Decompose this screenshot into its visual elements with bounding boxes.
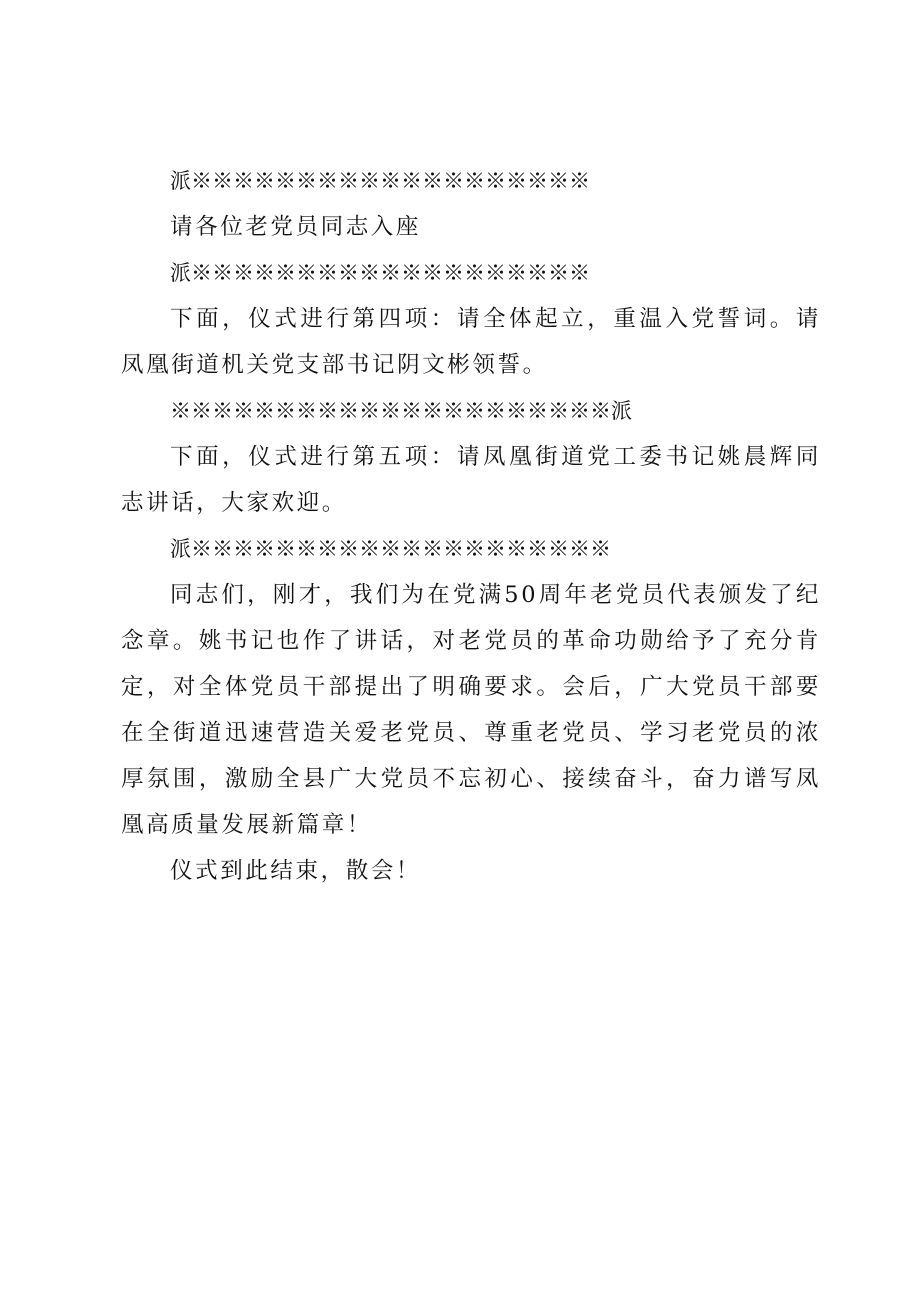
paragraph: 同志们，刚才，我们为在党满50周年老党员代表颁发了纪念章。姚书记也作了讲话，对老党员的革命功勋给予了充分肯定，对全体党员干部提出了明确要求。会后，广大党员干部要在全街道迅速营造关爱老党员、尊重老党员、学习老党员的浓厚氛围，激励全县广大党员不忘初心、接续奋斗，奋力谱写凤凰高质量发展新篇章！	[121, 582, 821, 838]
paragraph: 下面，仪式进行第四项：请全体起立，重温入党誓词。请凤凰街道机关党支部书记阴文彬领誓。	[121, 306, 821, 378]
document-body	[121, 158, 821, 894]
separator-marks: 派※※※※※※※※※※※※※※※※※※※※	[170, 537, 611, 561]
paragraph: 仪式到此结束，散会！	[170, 858, 422, 884]
separator-marks: ※※※※※※※※※※※※※※※※※※※※※派	[170, 399, 632, 423]
paragraph: 请各位老党员同志入座	[170, 214, 422, 240]
separator-marks: 派※※※※※※※※※※※※※※※※※※※	[170, 169, 590, 193]
separator-marks: 派※※※※※※※※※※※※※※※※※※※	[170, 261, 590, 285]
paragraph: 下面，仪式进行第五项：请凤凰街道党工委书记姚晨辉同志讲话，大家欢迎。	[121, 444, 821, 516]
